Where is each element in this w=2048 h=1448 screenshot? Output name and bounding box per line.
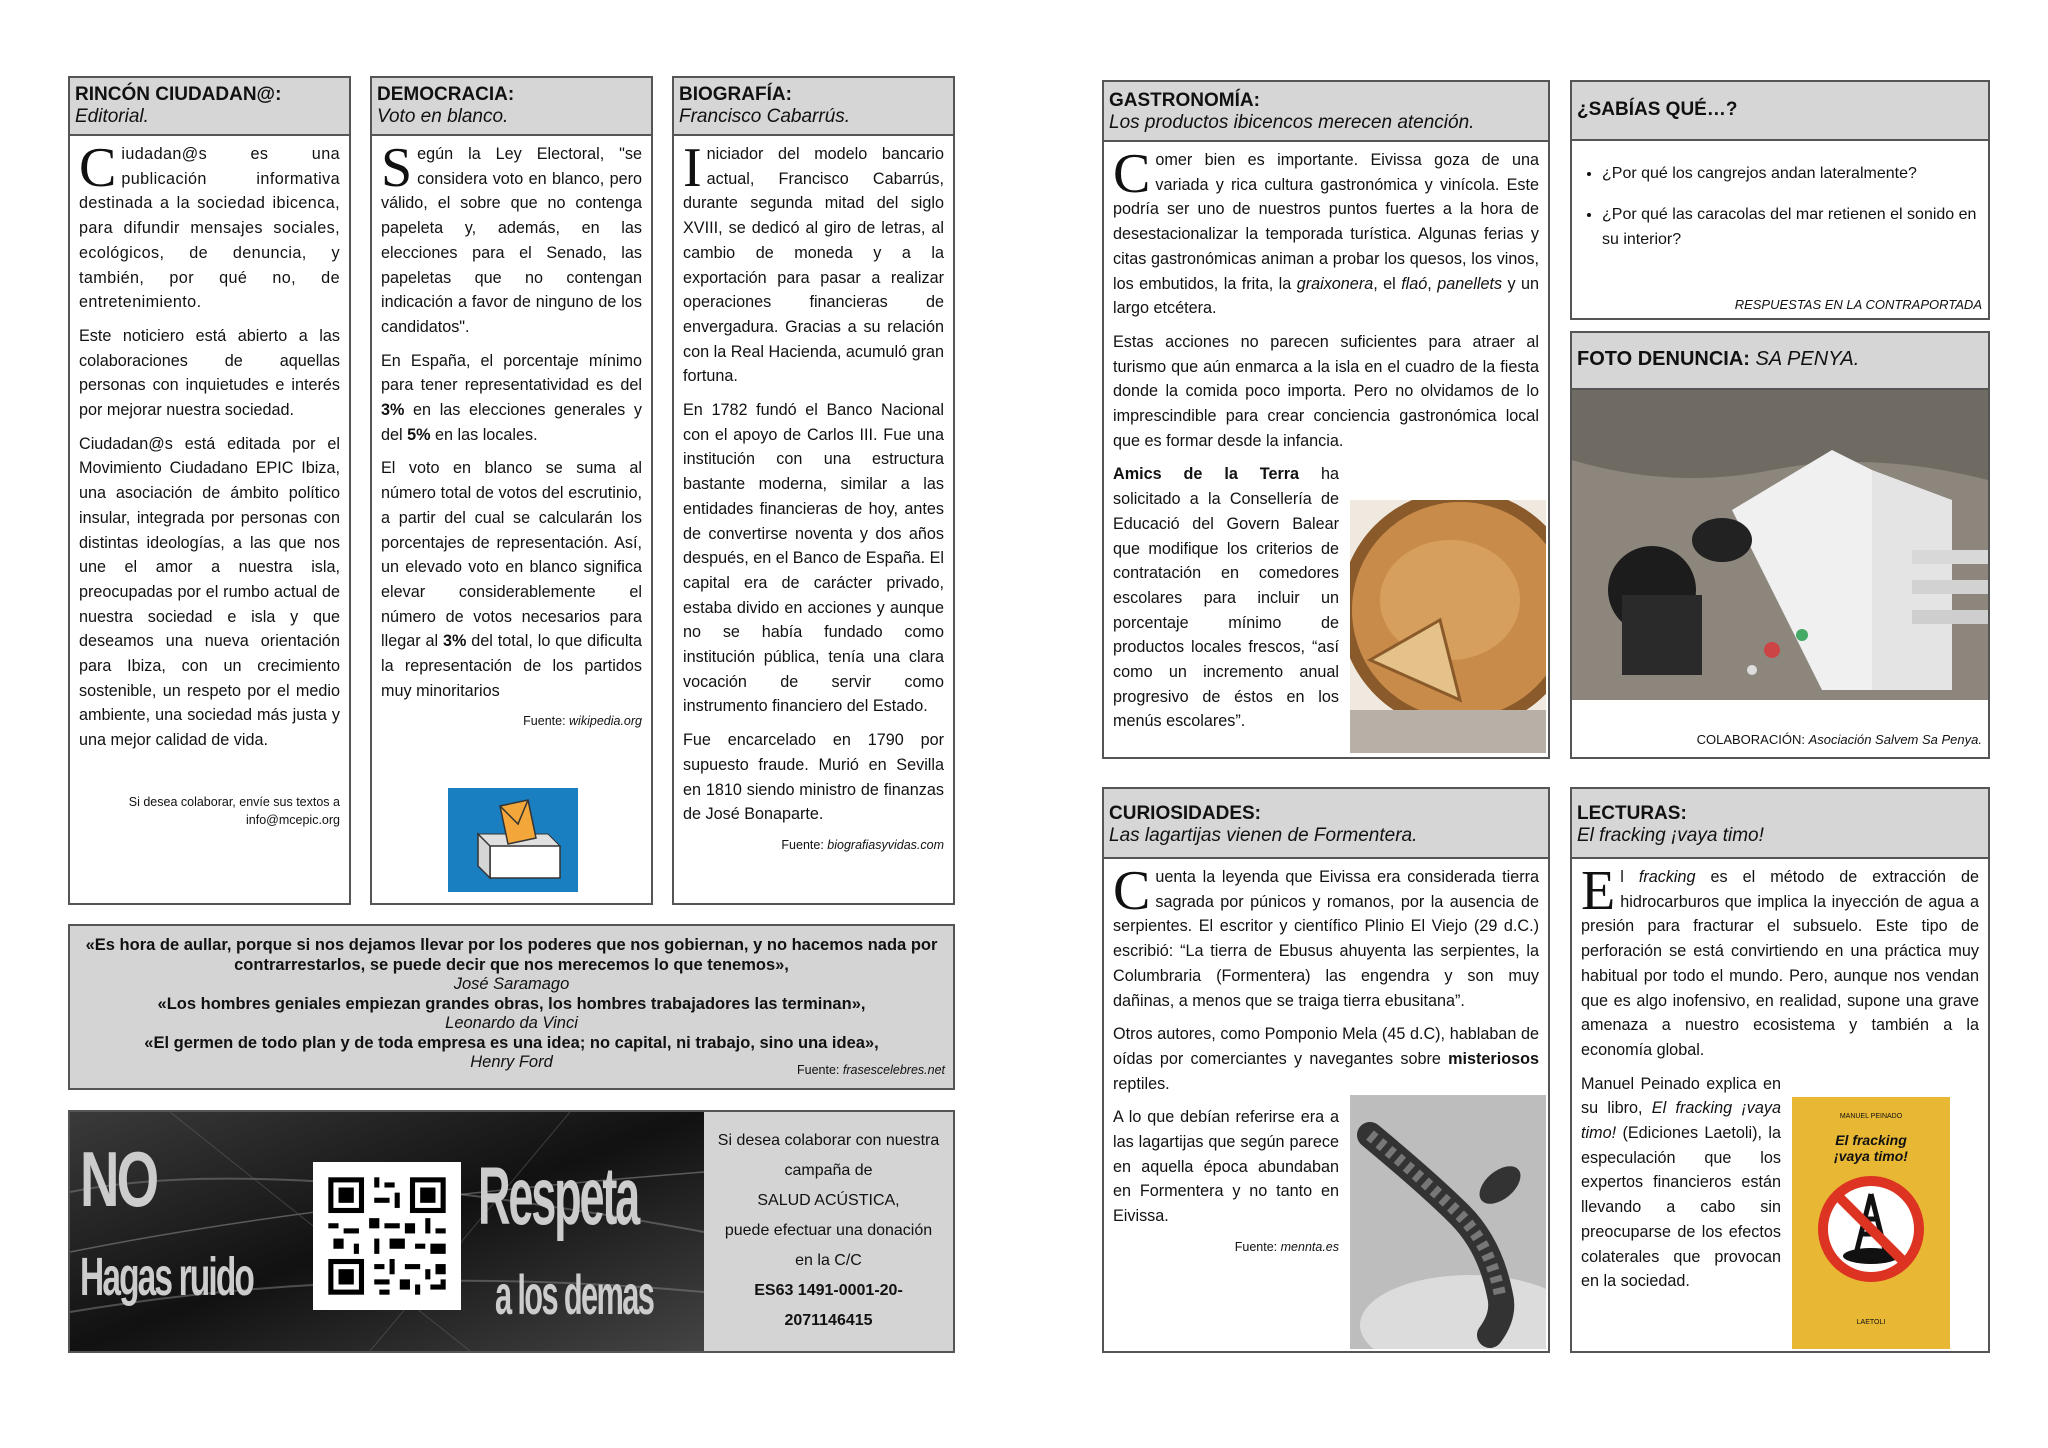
column-subtitle: Editorial. [75, 106, 149, 127]
ballot-icon [448, 788, 578, 892]
qr-code-icon [313, 1162, 461, 1310]
contact-note [79, 793, 340, 829]
no-text: NO [80, 1135, 157, 1223]
column-title: ¿SABÍAS QUÉ…? [1577, 99, 1738, 120]
column-body: El fracking es el método de extracción de hidrocarburos que implica la inyección de agua a presión para fracturar el subsuelo. Este tipo de perforación se está convirtiendo en una práctica muy habitual por todo el mundo. Pero, aunque nos vendan que es algo inofensivo, en realidad, supone una grave amenaza a nuestro ecosistema y también a la economía global. Manuel Peinado explica en su libro, El fracking ¡vaya timo! (Ediciones Laetoli), la especulación que los expertos financieros están llevando a cabo sin preocuparse de los efectos colaterales que provocan en la sociedad. [1572, 859, 1988, 1294]
column-header [1104, 789, 1548, 859]
column-header [1572, 333, 1988, 390]
book-author: MANUEL PEINADO [1839, 1113, 1903, 1120]
qr-code [313, 1162, 461, 1310]
pie-image [1350, 500, 1546, 753]
drop-cap: C [1113, 860, 1151, 922]
column-subtitle: Francisco Cabarrús. [679, 106, 851, 127]
source-credit: Fuente: frasescelebres.net [796, 1062, 945, 1077]
donation-line: SALUD ACÚSTICA, [757, 1192, 900, 1209]
bank-account: 2071146415 [784, 1312, 873, 1329]
paragraph: Estas acciones no parecen suficientes para atraer al turismo que aún enmarca a la isla en el cuadro de la fiesta donde la comida poco importa. Pero no olvidamos de lo imprescindible para crear conciencia gastronómica local que es formar desde la infancia. [1113, 332, 1539, 450]
donation-line: en la C/C [795, 1252, 862, 1269]
drop-cap: C [79, 137, 117, 199]
book-publisher: LAETOLI [1856, 1319, 1886, 1326]
contact-email[interactable]: info@mcepic.org [246, 812, 340, 827]
sa-penya-photo [1572, 390, 1988, 700]
drop-cap: I [683, 137, 702, 199]
photo-credit: COLABORACIÓN: Asociación Salvem Sa Penya. [1696, 732, 1982, 747]
drop-cap: C [1113, 143, 1151, 205]
biografia-column [672, 76, 955, 905]
book-title: ¡vaya timo! [1834, 1148, 1908, 1164]
noise-campaign-ad [68, 1110, 955, 1353]
column-subtitle: Las lagartijas vienen de Formentera. [1109, 825, 1418, 846]
flao-pie-photo [1350, 500, 1546, 753]
column-title: RINCÓN CIUDADAN@: [75, 84, 282, 105]
paragraph: Otros autores, como Pomponio Mela (45 d.C), hablaban de oídas por comerciantes y navegantes sobre misteriosos reptiles. [1113, 1025, 1539, 1093]
paragraph: egún la Ley Electoral, "se considera voto en blanco, pero válido, el sobre que no contenga papeleta y, además, en las elecciones para el Senado, las papeletas que no contengan indicación a favor de ninguno de los candidatos". [381, 145, 642, 336]
hagas-ruido-text: Hagas ruido [80, 1247, 254, 1307]
paragraph: niciador del modelo bancario actual, Francisco Cabarrús, durante segunda mitad del siglo XVIII, se dedicó al giro de letras, al cambio de moneda y a la exportación para pasar a realizar operaciones financieras de envergadura. Gracias a su relación con la Real Hacienda, acumuló gran fortuna. [683, 145, 944, 386]
questions-list [1572, 161, 1988, 252]
street-photo [1572, 390, 1988, 700]
quote-author: José Saramago [453, 975, 570, 993]
campaign-banner [70, 1112, 704, 1351]
donation-line: Si desea colaborar con nuestra [717, 1132, 940, 1149]
lecturas-column [1570, 787, 1990, 1353]
ballot-box-image [448, 788, 578, 892]
column-body [70, 136, 349, 829]
column-title: CURIOSIDADES: [1109, 803, 1262, 824]
source-credit: Fuente: biografiasyvidas.com [781, 837, 944, 852]
column-header [1104, 82, 1548, 142]
column-body: Comer bien es importante. Eivissa goza de una variada y rica cultura gastronómica y vinícola. Este podría ser uno de nuestros puntos fuertes a la hora de desestacionalizar la temporada turística. Algunas ferias y citas gastronómicas animan a probar los quesos, los vinos, los embutidos, la frita, la graixonera, el flaó, panellets y un largo etcétera. Estas acciones no parecen suficientes para atraer al turismo que aún enmarca a la isla en el cuadro de la fiesta donde la comida poco importa. Pero no olvidamos de lo imprescindible para crear conciencia gastronómica local que es formar desde la infancia. Amics de la Terra ha solicitado a la Consellería de Educació del Govern Balear que modifique los criterios de contratación en comedores escolares para incluir un porcentaje mínimo de productos locales frescos, “así como un incremento anual progresivo de éstos en los menús escolares”. [1104, 142, 1548, 734]
column-title: LECTURAS: [1577, 803, 1687, 824]
quote-author: Leonardo da Vinci [445, 1014, 578, 1032]
book-cover [1792, 1097, 1950, 1349]
quote-author: Henry Ford [470, 1053, 553, 1071]
column-title: DEMOCRACIA: [377, 84, 515, 105]
column-body [674, 136, 953, 854]
paragraph: iudadan@s es una publicación informativa destinada a la sociedad ibicenca, para difundir mensajes sociales, ecológicos, de denuncia, y también, por qué no, de entretenimiento. [79, 145, 340, 312]
column-subtitle: Los productos ibicencos merecen atención. [1109, 112, 1475, 133]
paragraph: Fue encarcelado en 1790 por supuesto fraude. Murió en Sevilla en 1810 siendo ministro de finanzas de José Bonaparte. [683, 731, 944, 824]
democracia-column [370, 76, 653, 905]
respeta-text: Respeta [478, 1151, 639, 1242]
column-title: GASTRONOMÍA: [1109, 90, 1260, 111]
foto-denuncia-box [1570, 331, 1990, 759]
column-header [372, 78, 651, 136]
paragraph: En España, el porcentaje mínimo para tener representatividad es del 3% en las elecciones generales y del 5% en las locales. [381, 351, 642, 444]
a-los-demas-text: a los demas [495, 1263, 654, 1326]
photo-place: SA PENYA. [1755, 348, 1860, 370]
source-credit: Fuente: mennta.es [1234, 1239, 1339, 1254]
column-title: FOTO DENUNCIA: [1577, 348, 1756, 370]
quote: «Los hombres geniales empiezan grandes obras, los hombres trabajadores las terminan», [157, 994, 866, 1013]
paragraph: Manuel Peinado explica en su libro, El fracking ¡vaya timo! (Ediciones Laetoli), la especulación que los expertos financieros están llevando a cabo sin preocuparse de los efectos colaterales que provocan en la sociedad. [1581, 1074, 1781, 1291]
contact-line: Si desea colaborar, envíe sus textos a [128, 794, 340, 809]
lizard-photo [1350, 1095, 1546, 1349]
paragraph: El voto en blanco se suma al número total de votos del escrutinio, a partir del cual se calcularán los porcentajes de representación. Así, un elevado voto en blanco significa elevar considerablemente el número de votos necesarios para llegar al 3% del total, lo que dificulta la representación de los partidos muy minoritarios [381, 459, 642, 700]
donation-info [704, 1112, 953, 1351]
column-header [1572, 789, 1988, 859]
drop-cap: S [381, 137, 413, 199]
answers-note: RESPUESTAS EN LA CONTRAPORTADA [1734, 297, 1982, 312]
paragraph: Ciudadan@s está editada por el Movimiento Ciudadano EPIC Ibiza, una asociación de ámbito político insular, integrada por personas con distintas ideologías, a las que nos une el amor a nuestra isla, preocupadas por el rumbo actual de nuestra sociedad e isla y que deseamos una nueva orientación para Ibiza, con un crecimiento sostenible, un respeto por el medio ambiente, una sociedad más justa y una mejor calidad de vida. [79, 434, 340, 750]
paragraph: En 1782 fundó el Banco Nacional con el apoyo de Carlos III. Fue una institución con una estructura bastante moderna, similar a las entidades financieras de hoy, antes de convertirse noventa y dos años después, en el Banco de España. El capital era de carácter privado, estaba divido en acciones y aunque no se había fundado como institución pública, tenía una clara vocación de servir como instrumento financiero del Estado. [683, 401, 944, 716]
source-credit: Fuente: wikipedia.org [523, 714, 642, 729]
paragraph: Amics de la Terra ha solicitado a la Consellería de Educació del Govern Balear que modifique los criterios de contratación en comedores escolares para incluir un porcentaje mínimo de productos locales frescos, “así como un incremento anual progresivo de éstos en los menús escolares”. [1113, 465, 1339, 731]
paragraph: uenta la leyenda que Eivissa era considerada tierra sagrada por púnicos y romanos, por la ausencia de serpientes. El escritor y científico Plinio El Viejo (29 d.C.) escribió: “La tierra de Ebusus ahuyenta las serpientes, la Columbraria (Formentera) las engendra y son muy dañinas, a menos que se traiga tierra ebusitana”. [1113, 868, 1539, 1010]
lizard-image [1350, 1095, 1546, 1349]
donation-line: puede efectuar una donación [724, 1222, 933, 1239]
column-header [70, 78, 349, 136]
paragraph: Este noticiero está abierto a las colaboraciones de aquellas personas con inquietudes e interés por mejorar nuestra sociedad. [79, 326, 340, 420]
column-header [674, 78, 953, 136]
quote: «El germen de todo plan y de toda empresa es una idea; no capital, ni trabajo, sino una idea», [144, 1033, 879, 1052]
paragraph: A lo que debían referirse era a las lagartijas que según parece en aquella época abundaban en Formentera y no tanto en Eivissa. [1113, 1108, 1339, 1226]
rincon-ciudadano-column [68, 76, 351, 905]
list-item: • ¿Por qué los cangrejos andan lateralmente? [1602, 161, 1988, 186]
column-subtitle: Voto en blanco. [377, 106, 509, 127]
book-title: El fracking [1835, 1132, 1907, 1148]
donation-line: campaña de [784, 1162, 873, 1179]
column-title: BIOGRAFÍA: [679, 84, 792, 105]
no-fracking-icon [1816, 1174, 1926, 1284]
column-subtitle: El fracking ¡vaya timo! [1577, 825, 1764, 846]
drop-cap: E [1581, 860, 1616, 922]
bank-account: ES63 1491-0001-20- [754, 1282, 903, 1299]
quote: «Es hora de aullar, porque si nos dejamos llevar por los poderes que nos gobiernan, y no hacemos nada por contrarrestarlos, se puede decir que nos merecemos lo que tenemos», [85, 936, 938, 974]
curiosidades-column [1102, 787, 1550, 1353]
column-header [1572, 82, 1988, 141]
column-body [372, 136, 651, 730]
gastronomia-column [1102, 80, 1550, 759]
sabias-que-box [1570, 80, 1990, 320]
quotes-box [68, 924, 955, 1090]
list-item: • ¿Por qué las caracolas del mar retienen el sonido en su interior? [1602, 202, 1988, 252]
